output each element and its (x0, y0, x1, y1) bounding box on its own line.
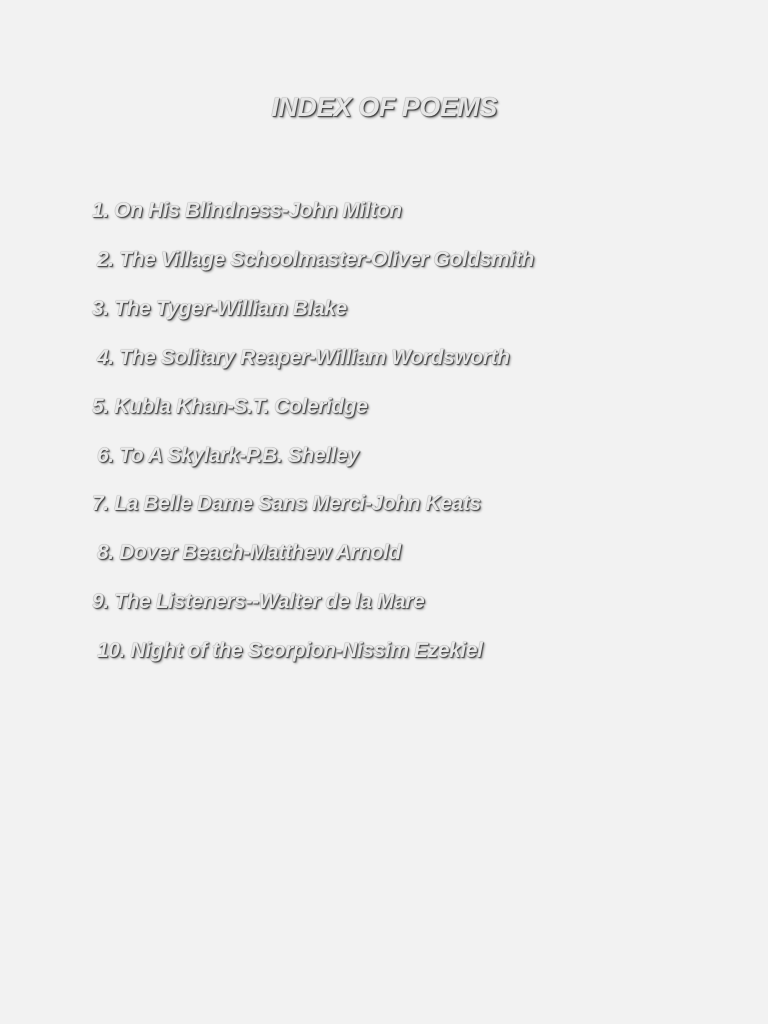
list-item: 2. The Village Schoolmaster-Oliver Goldsmith (97, 248, 534, 271)
list-item: 10. Night of the Scorpion-Nissim Ezekiel (97, 639, 483, 662)
list-item: 9. The Listeners--Walter de la Mare (92, 590, 425, 613)
list-item: 6. To A Skylark-P.B. Shelley (97, 444, 359, 467)
list-item: 8. Dover Beach-Matthew Arnold (97, 541, 401, 564)
list-item: 4. The Solitary Reaper-William Wordsworth (97, 346, 510, 369)
list-item: 1. On His Blindness-John Milton (92, 199, 402, 222)
list-item: 5. Kubla Khan-S.T. Coleridge (92, 395, 368, 418)
list-item: 3. The Tyger-William Blake (92, 297, 347, 320)
page-title: INDEX OF POEMS (271, 92, 497, 122)
list-item: 7. La Belle Dame Sans Merci-John Keats (92, 492, 481, 515)
